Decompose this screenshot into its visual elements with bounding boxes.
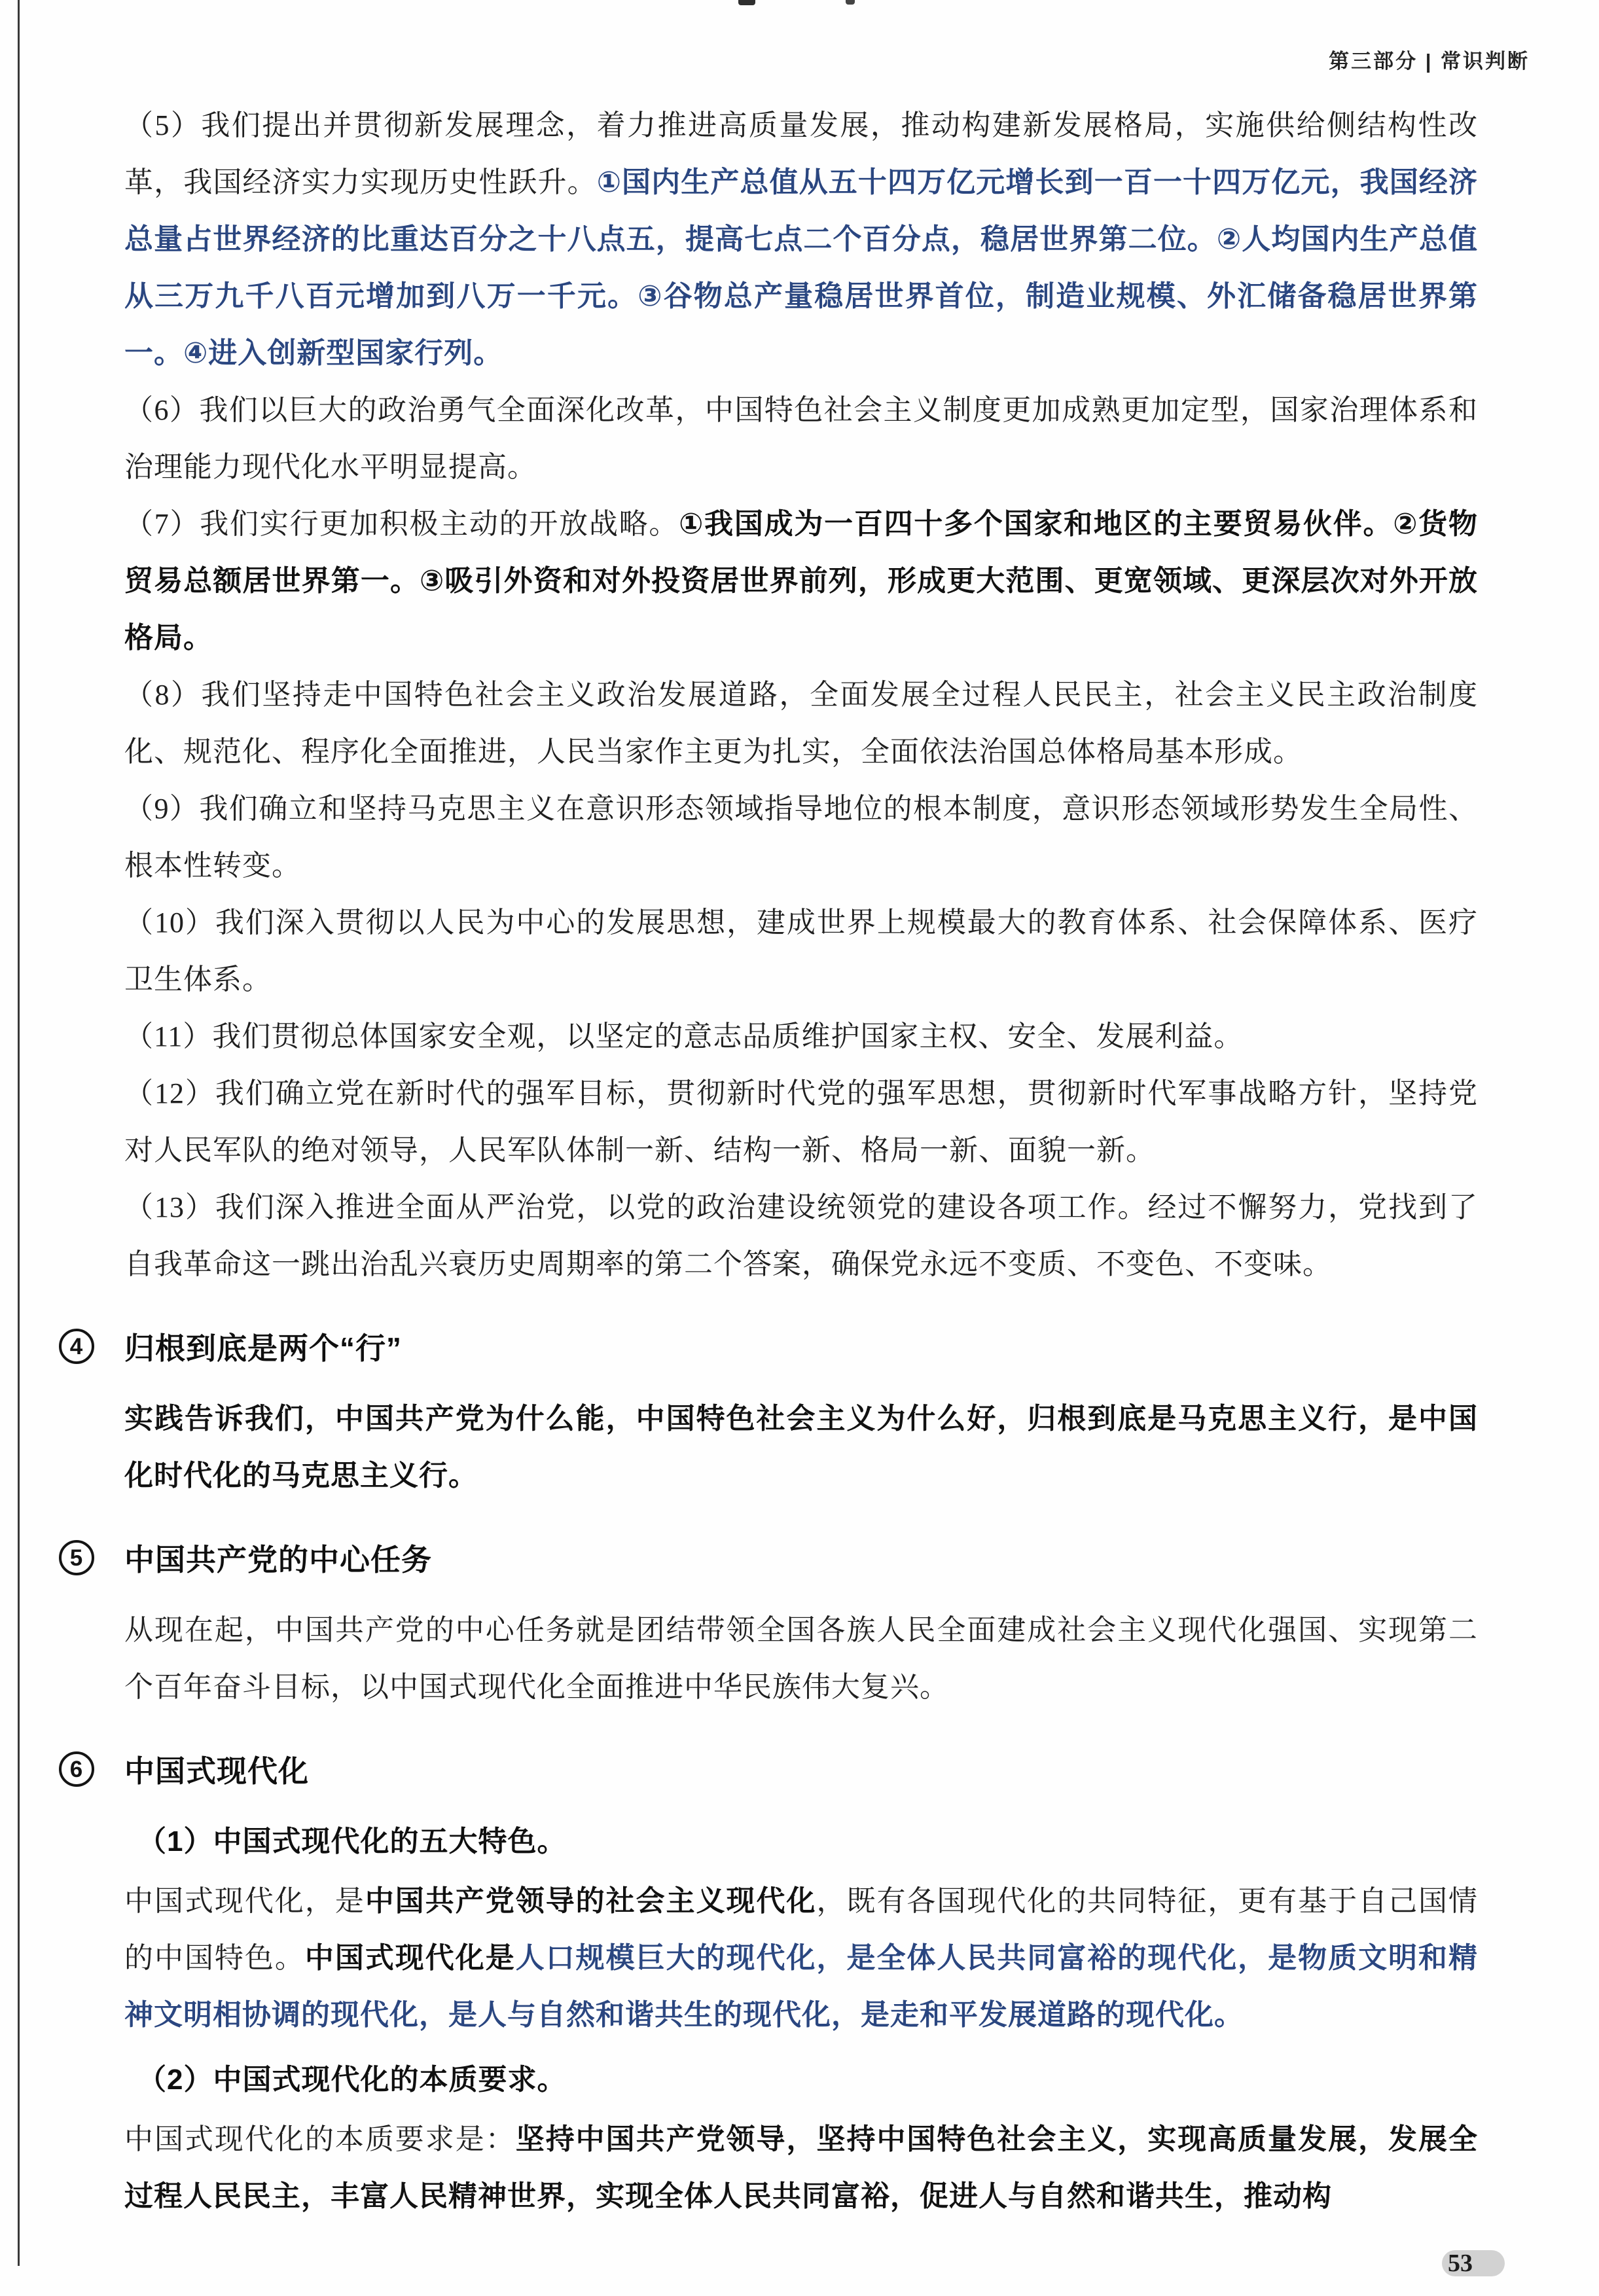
text-run: （5）我们提出并贯彻新发展理念，着力推进高质量发展，推动构建新发展格局，实施供给侧结构性改革，我国经济实力实现历史性跃升。 (124, 109, 1478, 198)
text-run-highlight-blue: 人口规模巨大的现代化，是全体人民共同富裕的现代化，是物质文明和精神文明相协调的现代化，是人与自然和谐共生的现代化，是走和平发展道路的现代化。 (124, 1942, 1479, 2031)
section-4-heading (69, 1320, 1478, 1377)
text-run: 从现在起，中国共产党的中心任务就是团结带领全国各族人民全面建成社会主义现代化强国、实现第二个百年奋斗目标，以中国式现代化全面推进中华民族伟大复兴。 (124, 1614, 1478, 1703)
text-run: （8）我们坚持走中国特色社会主义政治发展道路，全面发展全过程人民民主，社会主义民主政治制度化、规范化、程序化全面推进，人民当家作主更为扎实，全面依法治国总体格局基本形成。 (124, 679, 1478, 768)
scan-artifact (846, 0, 855, 5)
scan-artifact (738, 0, 755, 5)
section-4-title: 归根到底是两个“行” (124, 1331, 402, 1365)
section-6 (69, 1743, 1479, 2225)
circled-number-6-icon: 6 (59, 1751, 94, 1787)
paragraph-7 (124, 495, 1478, 666)
section-5-body (124, 1602, 1478, 1715)
section-5-heading (69, 1532, 1478, 1588)
text-run: （11）我们贯彻总体国家安全观，以坚定的意志品质维护国家主权、安全、发展利益。 (124, 1020, 1244, 1052)
paragraph-10 (124, 894, 1478, 1008)
text-run-bold: 中国共产党领导的社会主义现代化 (365, 1885, 817, 1917)
subheading-2: （2）中国式现代化的本质要求。 (137, 2064, 567, 2096)
text-run-bold: ①我国成为一百四十多个国家和地区的主要贸易伙伴。②货物贸易总额居世界第一。③吸引外资和对外投资居世界前列，形成更大范围、更宽领域、更深层次对外开放格局。 (124, 508, 1478, 654)
section-5-title: 中国共产党的中心任务 (124, 1543, 432, 1577)
paragraph-11 (124, 1008, 1478, 1065)
text-run-bold: 坚持中国共产党领导，坚持中国特色社会主义，实现高质量发展，发展全过程人民民主，丰富人民精神世界，实现全体人民共同富裕，促进人与自然和谐共生，推动构 (124, 2123, 1479, 2212)
paragraph-9 (124, 780, 1478, 894)
text-run: ，既有各国现代化的共同特征，更有基于自己国情的中国特色。 (124, 1885, 1479, 1974)
paragraph-12 (124, 1065, 1478, 1179)
text-run: （13）我们深入推进全面从严治党，以党的政治建设统领党的建设各项工作。经过不懈努力，党找到了自我革命这一跳出治乱兴衰历史周期率的第二个答案，确保党永远不变质、不变色、不变味。 (124, 1191, 1478, 1280)
paragraph-13 (124, 1179, 1478, 1293)
text-run: （10）我们深入贯彻以人民为中心的发展思想，建成世界上规模最大的教育体系、社会保障体系、医疗卫生体系。 (124, 906, 1478, 996)
section-6-title: 中国式现代化 (124, 1754, 309, 1788)
section-4 (69, 1320, 1478, 1504)
subheading-1: （1）中国式现代化的五大特色。 (137, 1825, 567, 1857)
section-5 (69, 1532, 1478, 1715)
text-run: 中国式现代化的本质要求是： (124, 2123, 516, 2155)
text-run-bold: 实践告诉我们，中国共产党为什么能，中国特色社会主义为什么好，归根到底是马克思主义行，是中国化时代化的马克思主义行。 (124, 1403, 1478, 1492)
text-run: （6）我们以巨大的政治勇气全面深化改革，中国特色社会主义制度更加成熟更加定型，国家治理体系和治理能力现代化水平明显提高。 (124, 394, 1478, 483)
circled-number-5-icon: 5 (59, 1540, 94, 1575)
page-body (69, 97, 1479, 2225)
text-run-bold: 中国式现代化是 (304, 1942, 516, 1974)
scan-edge-line (18, 0, 20, 2266)
section-6-sub2-body (124, 2111, 1478, 2225)
section-6-heading (69, 1743, 1478, 1800)
text-run: （12）我们确立党在新时代的强军目标，贯彻新时代党的强军思想，贯彻新时代军事战略方针，坚持党对人民军队的绝对领导，人民军队体制一新、结构一新、格局一新、面貌一新。 (124, 1077, 1478, 1166)
section-4-body (124, 1390, 1478, 1504)
circled-number-4-icon: 4 (59, 1329, 94, 1364)
text-run-highlight-blue: ①国内生产总值从五十四万亿元增长到一百一十四万亿元，我国经济总量占世界经济的比重达百分之十八点五，提高七点二个百分点，稳居世界第二位。②人均国内生产总值从三万九千八百元增加到八万一千元。③谷物总产量稳居世界首位，制造业规模、外汇储备稳居世界第一。④进入创新型国家行列。 (124, 166, 1478, 369)
paragraph-5 (124, 97, 1478, 382)
section-6-sub1-body (124, 1873, 1478, 2043)
text-run: （9）我们确立和坚持马克思主义在意识形态领域指导地位的根本制度，意识形态领域形势发生全局性、根本性转变。 (124, 793, 1478, 882)
paragraph-8 (124, 666, 1478, 780)
paragraph-6 (124, 382, 1478, 495)
text-run: 中国式现代化，是 (124, 1885, 365, 1917)
running-header: 第三部分 | 常识判断 (1329, 50, 1530, 73)
page-number: 53 (1448, 2250, 1473, 2277)
text-run: （7）我们实行更加积极主动的开放战略。 (124, 508, 679, 540)
